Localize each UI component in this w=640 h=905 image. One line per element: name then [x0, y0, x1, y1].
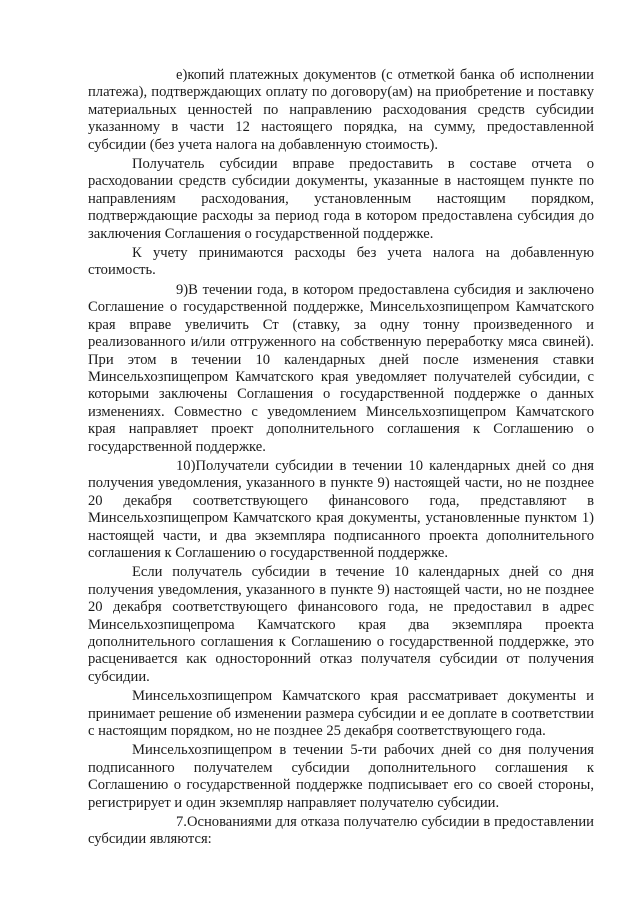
paragraph-item-7	[88, 814, 594, 849]
paragraph-refusal	[88, 564, 594, 686]
paragraph-report-documents	[88, 156, 594, 243]
paragraph-signing	[88, 742, 594, 812]
paragraph-text: копий платежных документов (с отметкой банка об исполнении платежа), подтверждающих оплату по договору(ам) на приобретение и поставку материальных ценностей по направлению расходования средств субсидии указанному в части 12 настоящего порядка, на сумму, предоставленной субсидии (без учета налога на добавленную стоимость).	[88, 67, 594, 153]
item-marker: 9)	[176, 281, 189, 298]
item-marker: 7.	[176, 814, 187, 831]
paragraph-item-10	[88, 458, 594, 562]
document-body	[88, 67, 594, 849]
item-marker: 10)	[176, 457, 196, 474]
item-marker: е)	[176, 67, 188, 83]
paragraph-decision	[88, 688, 594, 740]
paragraph-item-e	[88, 67, 594, 154]
paragraph-text: К учету принимаются расходы без учета налога на добавленную стоимость.	[88, 245, 594, 279]
paragraph-text: Если получатель субсидии в течение 10 календарных дней со дня получения уведомления, указанного в пункте 9) настоящей части, но не позднее 20 декабря соответствующего финансового года, не предоставил в адрес Минсельхозпищепрома Камчатского края два экземпляра проекта дополнительного соглашения к Соглашению о государственной поддержке, это расценивается как односторонний отказ получателя субсидии от получения субсидии.	[88, 564, 594, 685]
paragraph-text: Получатели субсидии в течении 10 календарных дней со дня получения уведомления, указанного в пункте 9) настоящей части, но не позднее 20 декабря соответствующего финансового года, представляют в Минсельхозпищепром Камчатского края документы, установленные пунктом 1) настоящей части, и два экземпляра подписанного проекта дополнительного соглашения к Соглашению о государственной поддержке.	[88, 457, 594, 561]
paragraph-tax-note	[88, 245, 594, 280]
paragraph-text: Минсельхозпищепром Камчатского края рассматривает документы и принимает решение об изменении размера субсидии и ее доплате в соответствии с настоящим порядком, но не позднее 25 декабря соответствующего года.	[88, 688, 594, 740]
paragraph-text: Получатель субсидии вправе предоставить в составе отчета о расходовании средств субсидии документы, указанные в настоящем пункте по направлениям расходования, установленным настоящим порядком, подтверждающие расходы за период года в котором предоставлена субсидия до заключения Соглашения о государственной поддержке.	[88, 156, 594, 242]
paragraph-item-9	[88, 282, 594, 456]
paragraph-text: Минсельхозпищепром в течении 5-ти рабочих дней со дня получения подписанного получателем субсидии дополнительного соглашения к Соглашению о государственной поддержке подписывает его со своей стороны, регистрирует и один экземпляр направляет получателю субсидии.	[88, 742, 594, 811]
paragraph-text: Основаниями для отказа получателю субсидии в предоставлении субсидии являются:	[88, 814, 594, 848]
paragraph-text: В течении года, в котором предоставлена субсидия и заключено Соглашение о государственной поддержке, Минсельхозпищепром Камчатского края вправе увеличить Ст (ставку, за одну тонну произведенного и реализованного и/или отгруженного на собственную переработку мяса свиней). При этом в течении 10 календарных дней после изменения ставки Минсельхозпищепром Камчатского края уведомляет получателей субсидии, с которыми заключены Соглашения о государственной поддержке о данных изменениях. Совместно с уведомлением Минсельхозпищепром Камчатского края направляет проект дополнительного соглашения к Соглашению о государственной поддержке.	[88, 281, 594, 455]
